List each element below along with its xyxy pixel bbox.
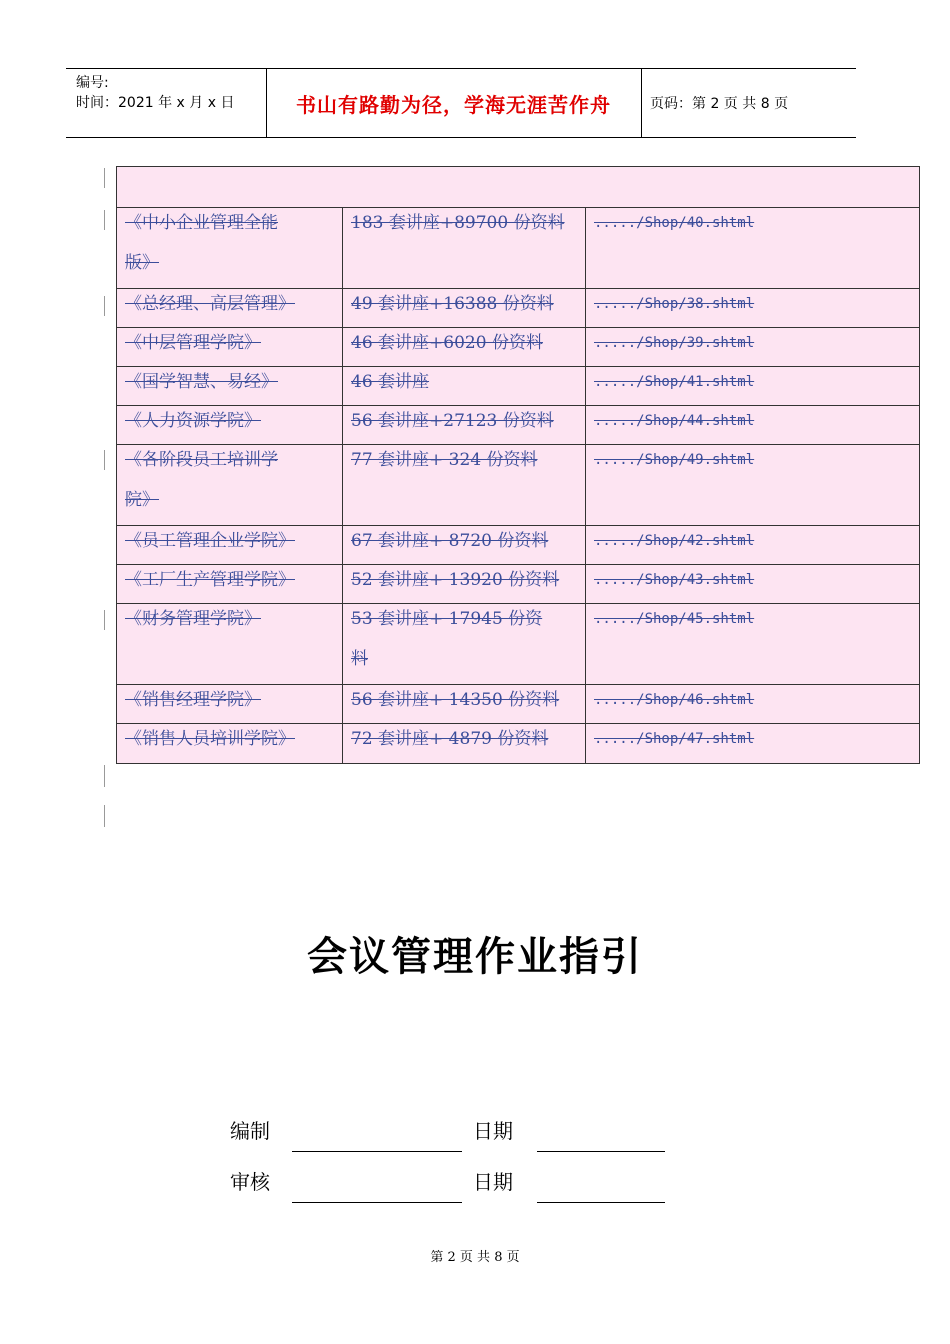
review-date-line[interactable] <box>537 1202 665 1203</box>
course-name-link[interactable]: 《员工管理企业学院》 <box>125 531 295 551</box>
course-name-link-cont[interactable]: 院》 <box>125 490 159 510</box>
course-url-link[interactable]: ...../Shop/42.shtml <box>594 533 755 549</box>
course-name-link[interactable]: 《销售人员培训学院》 <box>125 729 295 749</box>
course-count-link[interactable]: 49 套讲座+16388 份资料 <box>351 294 554 314</box>
margin-mark <box>104 765 105 787</box>
margin-mark <box>104 805 105 827</box>
course-name-link[interactable]: 《各阶段员工培训学 <box>125 450 278 470</box>
compile-line[interactable] <box>292 1151 462 1152</box>
course-count-link[interactable]: 56 套讲座+27123 份资料 <box>351 411 554 431</box>
document-title: 会议管理作业指引 <box>307 934 643 980</box>
compile-date-line[interactable] <box>537 1151 665 1152</box>
doc-time-label: 时间：2021 年 x 月 x 日 <box>76 95 235 111</box>
header-divider <box>641 69 642 137</box>
margin-mark <box>104 168 105 188</box>
course-name-link[interactable]: 《国学智慧、易经》 <box>125 372 278 392</box>
course-name-link[interactable]: 《中层管理学院》 <box>125 333 261 353</box>
course-count-link[interactable]: 46 套讲座+6020 份资料 <box>351 333 543 353</box>
course-url-link[interactable]: ...../Shop/39.shtml <box>594 335 755 351</box>
column-divider <box>585 207 586 763</box>
course-url-link[interactable]: ...../Shop/47.shtml <box>594 731 755 747</box>
column-divider <box>342 207 343 763</box>
course-count-link[interactable]: 183 套讲座+89700 份资料 <box>351 213 565 233</box>
course-url-link[interactable]: ...../Shop/45.shtml <box>594 611 755 627</box>
compile-label: 编制 <box>230 1119 270 1143</box>
course-url-link[interactable]: ...../Shop/43.shtml <box>594 572 755 588</box>
doc-number-label: 编号: <box>76 75 109 91</box>
course-count-link[interactable]: 72 套讲座+ 4879 份资料 <box>351 729 549 749</box>
course-name-link[interactable]: 《总经理、高层管理》 <box>125 294 295 314</box>
course-count-link[interactable]: 46 套讲座 <box>351 372 430 392</box>
margin-mark <box>104 210 105 230</box>
course-name-link[interactable]: 《工厂生产管理学院》 <box>125 570 295 590</box>
resource-table <box>116 166 920 764</box>
header-meta <box>76 73 234 113</box>
header-page-label: 页码：第 2 页 共 8 页 <box>650 96 789 112</box>
review-date-label: 日期 <box>473 1170 513 1194</box>
review-label: 审核 <box>230 1170 270 1194</box>
course-count-link[interactable]: 53 套讲座+ 17945 份资 <box>351 609 543 629</box>
course-name-link[interactable]: 《中小企业管理全能 <box>125 213 278 233</box>
course-url-link[interactable]: ...../Shop/40.shtml <box>594 215 755 231</box>
course-url-link[interactable]: ...../Shop/41.shtml <box>594 374 755 390</box>
course-url-link[interactable]: ...../Shop/38.shtml <box>594 296 755 312</box>
course-url-link[interactable]: ...../Shop/49.shtml <box>594 452 755 468</box>
review-line[interactable] <box>292 1202 462 1203</box>
course-count-link-cont[interactable]: 料 <box>351 649 368 669</box>
course-count-link[interactable]: 56 套讲座+ 14350 份资料 <box>351 690 560 710</box>
course-count-link[interactable]: 77 套讲座+ 324 份资料 <box>351 450 538 470</box>
course-url-link[interactable]: ...../Shop/46.shtml <box>594 692 755 708</box>
course-count-link[interactable]: 67 套讲座+ 8720 份资料 <box>351 531 549 551</box>
course-count-link[interactable]: 52 套讲座+ 13920 份资料 <box>351 570 560 590</box>
margin-mark <box>104 610 105 630</box>
page-header <box>66 68 856 138</box>
course-url-link[interactable]: ...../Shop/44.shtml <box>594 413 755 429</box>
course-name-link[interactable]: 《人力资源学院》 <box>125 411 261 431</box>
course-name-link-cont[interactable]: 版》 <box>125 253 159 273</box>
header-motto: 书山有路勤为径，学海无涯苦作舟 <box>296 92 611 117</box>
course-name-link[interactable]: 《财务管理学院》 <box>125 609 261 629</box>
compile-date-label: 日期 <box>473 1119 513 1143</box>
margin-mark <box>104 296 105 316</box>
course-name-link[interactable]: 《销售经理学院》 <box>125 690 261 710</box>
page-footer: 第 2 页 共 8 页 <box>430 1250 520 1265</box>
margin-mark <box>104 450 105 470</box>
